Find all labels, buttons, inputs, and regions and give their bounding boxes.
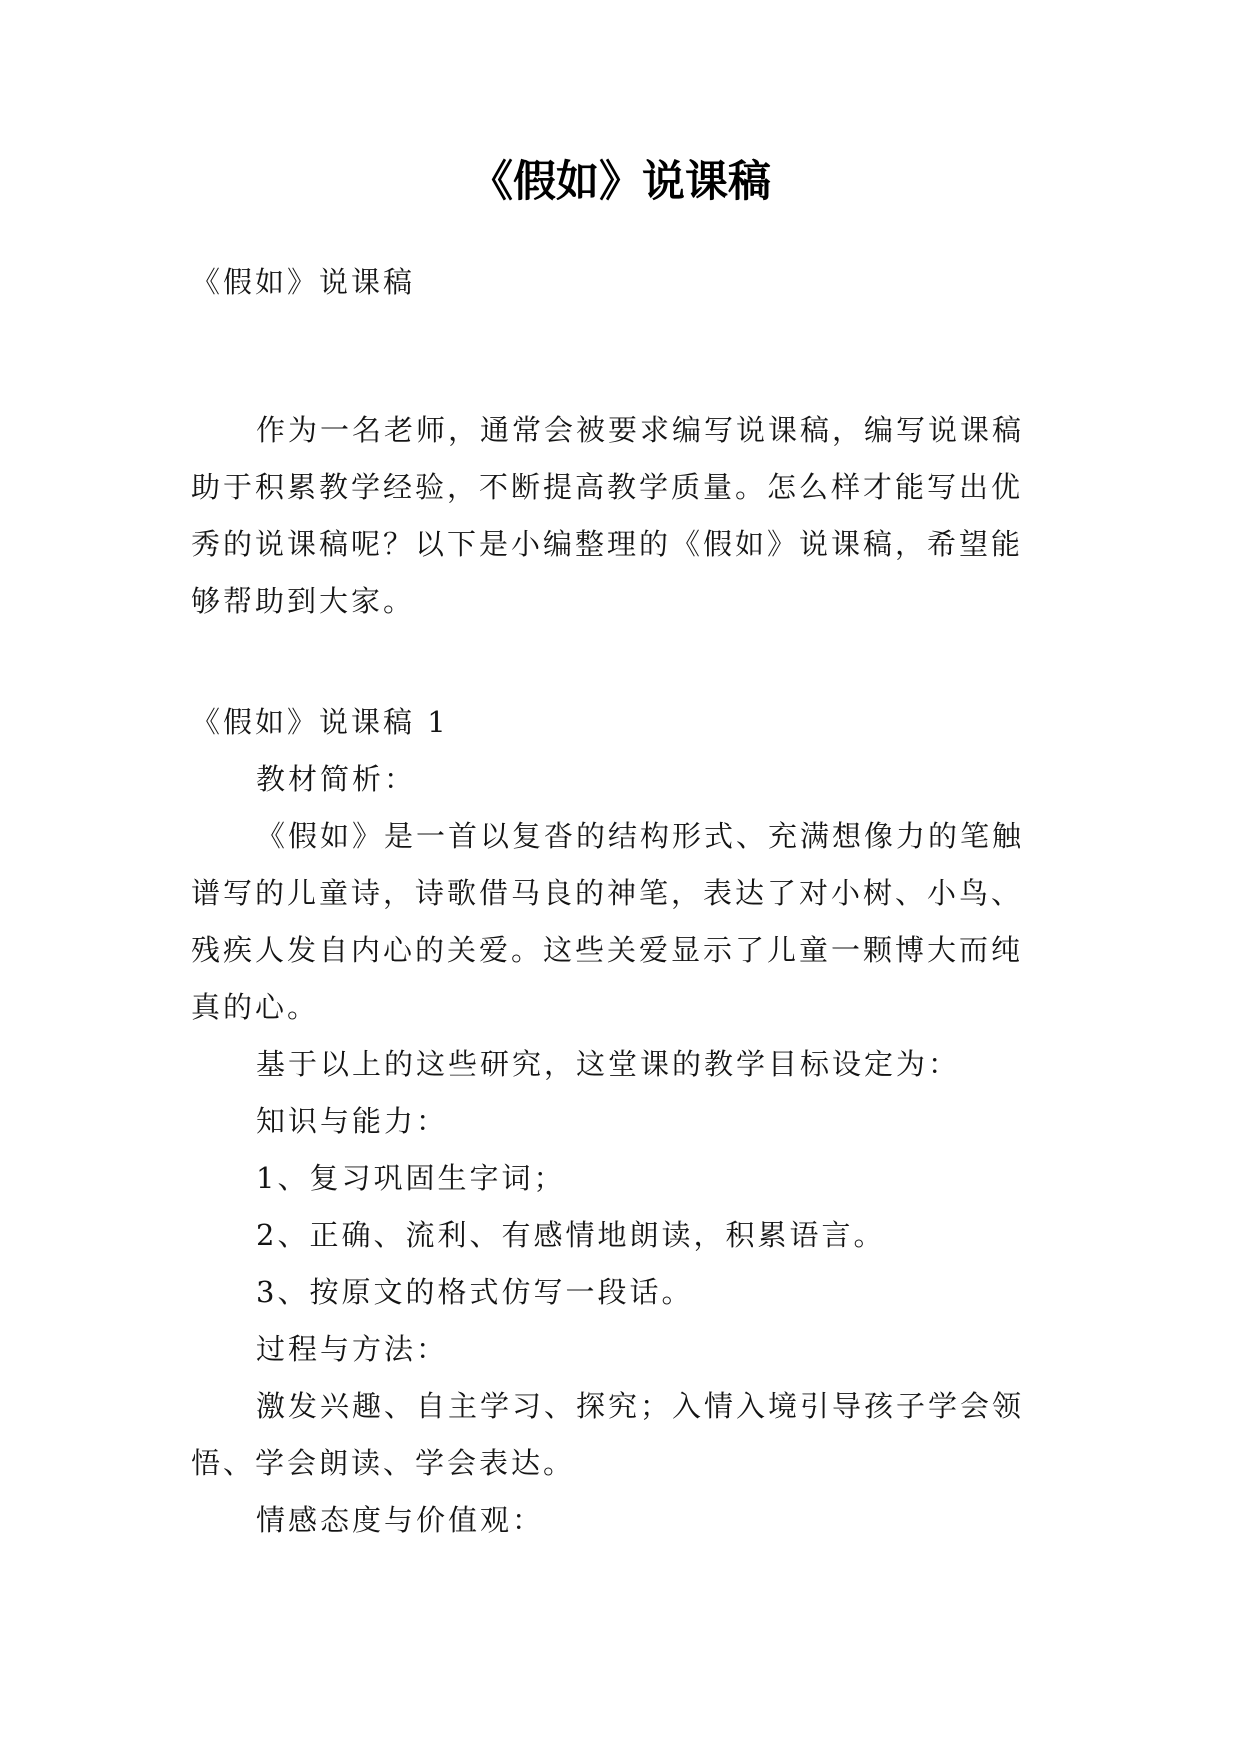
goal-item-3: 3、按原文的格式仿写一段话。 — [256, 1275, 694, 1309]
material-line-1: 《假如》是一首以复沓的结构形式、充满想像力的笔触 — [256, 819, 1025, 853]
material-label: 教材简析： — [256, 762, 417, 796]
section-heading: 《假如》说课稿 1 — [191, 705, 449, 739]
document-subtitle: 《假如》说课稿 — [191, 265, 416, 299]
material-line-3: 残疾人发自内心的关爱。这些关爱显示了儿童一颗博大而纯 — [191, 933, 1024, 967]
goal-intro: 基于以上的这些研究，这堂课的教学目标设定为： — [256, 1047, 961, 1081]
intro-line-2: 助于积累教学经验，不断提高教学质量。怎么样才能写出优 — [191, 470, 1024, 504]
goal-item-2: 2、正确、流利、有感情地朗读，积累语言。 — [256, 1218, 886, 1252]
material-line-2: 谱写的儿童诗，诗歌借马良的神笔，表达了对小树、小鸟、 — [191, 876, 1024, 910]
process-line-2: 悟、学会朗读、学会表达。 — [191, 1446, 576, 1480]
goal-item-1: 1、复习巩固生字词； — [256, 1161, 566, 1195]
material-line-4: 真的心。 — [191, 990, 320, 1024]
process-line-1: 激发兴趣、自主学习、探究；入情入境引导孩子学会领 — [256, 1389, 1025, 1423]
document-title: 《假如》说课稿 — [470, 157, 771, 207]
intro-line-4: 够帮助到大家。 — [191, 584, 416, 618]
emotion-label: 情感态度与价值观： — [256, 1503, 545, 1537]
intro-line-1: 作为一名老师，通常会被要求编写说课稿，编写说课稿 — [256, 413, 1025, 447]
knowledge-label: 知识与能力： — [256, 1104, 449, 1138]
intro-line-3: 秀的说课稿呢？以下是小编整理的《假如》说课稿，希望能 — [191, 527, 1024, 561]
process-label: 过程与方法： — [256, 1332, 449, 1366]
